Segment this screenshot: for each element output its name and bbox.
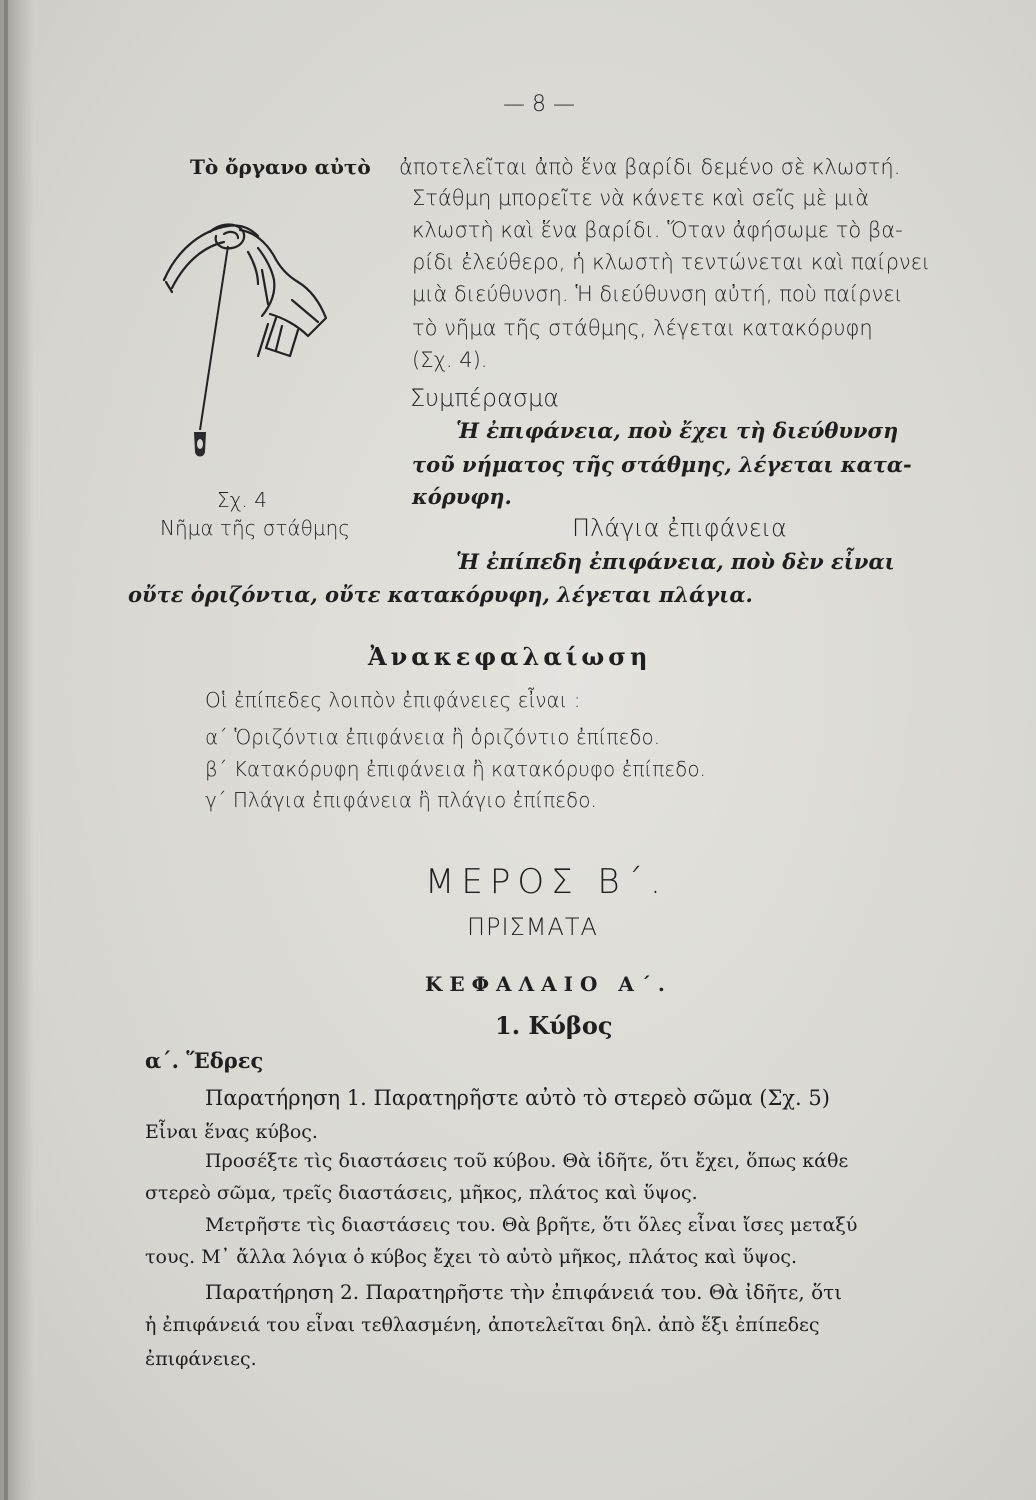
summary-intro: Οἱ ἐπίπεδες λοιπὸν ἐπιφάνειες εἶναι : xyxy=(205,688,581,712)
oblique-line: οὔτε ὁριζόντια, οὔτε κατακόρυφη, λέγεται πλάγια. xyxy=(128,582,753,607)
summary-item: γ΄ Πλάγια ἐπιφάνεια ἢ πλάγιο ἐπίπεδο. xyxy=(205,788,597,812)
section-heading: 1. Κύβος xyxy=(495,1011,613,1040)
figure-label: Σχ. 4 xyxy=(217,488,267,512)
faces-line: ἐπιφάνειες. xyxy=(145,1348,257,1370)
faces-line: Παρατήρηση 2. Παρατηρῆστε τὴν ἐπιφάνειά του. Θὰ ἰδῆτε, ὅτι xyxy=(205,1280,843,1304)
chapter-heading: ΚΕΦΑΛΑΙΟ Α΄. xyxy=(425,972,672,996)
faces-line: τους. Μ᾿ ἄλλα λόγια ὁ κύβος ἔχει τὸ αὐτὸ μῆκος, πλάτος καὶ ὕψος. xyxy=(145,1246,798,1268)
page-number: — 8 — xyxy=(503,92,575,117)
faces-line: Προσέξτε τὶς διαστάσεις τοῦ κύβου. Θὰ ἰδῆτε, ὅτι ἔχει, ὅπως κάθε xyxy=(205,1150,849,1172)
intro-line: τὸ νῆμα τῆς στάθμης, λέγεται κατακόρυφη xyxy=(412,316,873,340)
plumb-line-hand-icon xyxy=(158,218,333,463)
faces-line: ἡ ἐπιφάνειά του εἶναι τεθλασμένη, ἀποτελεῖται δηλ. ἀπὸ ἕξι ἐπίπεδες xyxy=(145,1314,820,1336)
faces-line: Εἶναι ἕνας κύβος. xyxy=(145,1121,318,1143)
intro-line: ρίδι ἐλεύθερο, ἡ κλωστὴ τεντώνεται καὶ παίρνει xyxy=(412,250,931,274)
intro-line: κλωστὴ καὶ ἕνα βαρίδι. Ὅταν ἀφήσωμε τὸ βα- xyxy=(412,218,903,242)
faces-heading: α΄. Ἕδρες xyxy=(145,1048,264,1073)
faces-line: Παρατήρηση 1. Παρατηρῆστε αὐτὸ τὸ στερεὸ σῶμα (Σχ. 5) xyxy=(205,1086,830,1110)
intro-line: (Σχ. 4). xyxy=(412,348,488,372)
summary-heading: Ἀνακεφαλαίωση xyxy=(368,642,652,671)
summary-item: β΄ Κατακόρυφη ἐπιφάνεια ἢ κατακόρυφο ἐπίπεδο. xyxy=(205,757,706,781)
intro-line: μιὰ διεύθυνση. Ἡ διεύθυνση αὐτή, ποὺ παίρνει xyxy=(412,282,903,306)
conclusion-line: κόρυφη. xyxy=(412,484,512,509)
page-binding-edge xyxy=(0,0,34,1500)
conclusion-heading: Συμπέρασμα xyxy=(410,384,560,412)
conclusion-line: τοῦ νήματος τῆς στάθμης, λέγεται κατα- xyxy=(412,452,912,477)
figure-caption: Νῆμα τῆς στάθμης xyxy=(160,516,350,540)
part-title: ΜΕΡΟΣ Β΄. xyxy=(425,862,668,902)
intro-lead: Τὸ ὄργανο αὐτὸ xyxy=(190,155,371,179)
conclusion-line: Ἡ ἐπιφάνεια, ποὺ ἔχει τὴ διεύθυνση xyxy=(456,418,899,443)
faces-line: στερεὸ σῶμα, τρεῖς διαστάσεις, μῆκος, πλάτος καὶ ὕψος. xyxy=(145,1182,698,1204)
oblique-heading: Πλάγια ἐπιφάνεια xyxy=(572,514,787,542)
intro-line: Στάθμη μπορεῖτε νὰ κάνετε καὶ σεῖς μὲ μιὰ xyxy=(412,186,870,210)
summary-item: α΄ Ὁριζόντια ἐπιφάνεια ἢ ὁριζόντιο ἐπίπεδο. xyxy=(205,725,661,749)
part-subtitle: ΠΡΙΣΜΑΤΑ xyxy=(467,913,598,941)
oblique-line: Ἡ ἐπίπεδη ἐπιφάνεια, ποὺ δὲν εἶναι xyxy=(456,549,895,574)
intro-line: ἀποτελεῖται ἀπὸ ἕνα βαρίδι δεμένο σὲ κλωστή. xyxy=(399,155,901,179)
faces-line: Μετρῆστε τὶς διαστάσεις του. Θὰ βρῆτε, ὅτι ὅλες εἶναι ἴσες μεταξύ xyxy=(205,1214,858,1236)
plumb-line-figure xyxy=(158,218,333,463)
